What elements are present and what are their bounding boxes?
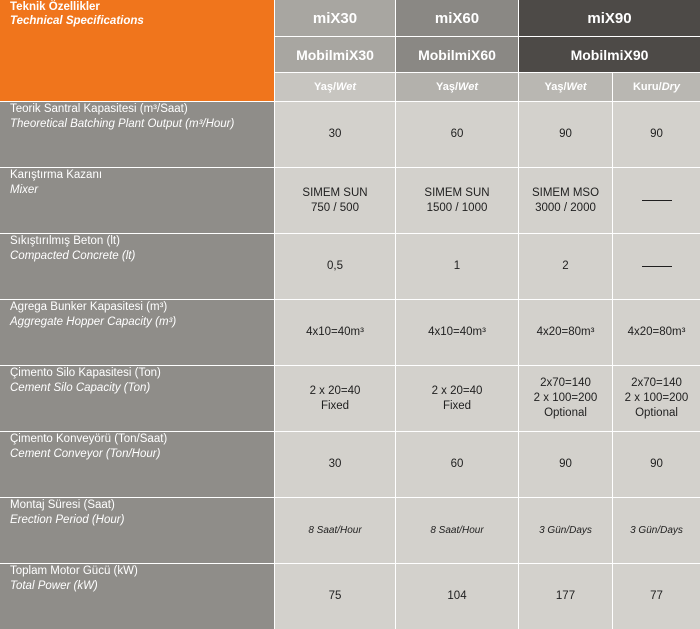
row-label-en: Mixer	[10, 184, 39, 196]
row-label-tr: Agrega Bunker Kapasitesi (m³)	[10, 301, 168, 313]
value-line: 30	[328, 128, 342, 140]
value-line: Optional	[635, 407, 678, 419]
value-line: 750 / 500	[311, 201, 359, 214]
value-line: SIMEM SUN	[302, 186, 368, 199]
value-line: 0,5	[327, 260, 343, 272]
value-cell	[395, 167, 518, 233]
value-line: 75	[328, 590, 342, 602]
value-line: 60	[450, 458, 464, 470]
model-mix30: miX30	[274, 0, 395, 36]
mode-dry-90	[612, 72, 700, 101]
value-cell	[612, 431, 700, 497]
value-line: 2 x 100=200	[624, 392, 689, 404]
value-line: Optional	[544, 407, 587, 419]
value-line: 4x10=40m³	[428, 326, 486, 338]
value-line: 3 Gün/Days	[630, 525, 683, 536]
value-cell	[518, 431, 612, 497]
value-line: 77	[650, 590, 663, 602]
row-label-plant-output	[0, 101, 274, 167]
value-cell	[612, 563, 700, 629]
row-label-tr: Çimento Silo Kapasitesi (Ton)	[10, 367, 161, 379]
value-line: SIMEM SUN	[424, 186, 490, 199]
row-label-total-power	[0, 563, 274, 629]
value-line: 30	[328, 458, 342, 470]
mode-en: Wet	[336, 81, 356, 93]
mode-en: Dry	[661, 81, 681, 93]
corner-title-en: Technical Specifications	[10, 15, 144, 27]
value-line: 2	[562, 260, 569, 272]
row-label-cement-silo	[0, 365, 274, 431]
value-line: 4x10=40m³	[306, 326, 364, 338]
value-cell	[612, 167, 700, 233]
value-line: SIMEM MSO	[531, 186, 600, 199]
row-label-cement-conveyor	[0, 431, 274, 497]
value-cell	[274, 563, 395, 629]
value-cell	[395, 233, 518, 299]
row-label-tr: Toplam Motor Gücü (kW)	[10, 565, 138, 577]
value-cell	[518, 563, 612, 629]
row-label-en: Aggregate Hopper Capacity (m³)	[10, 316, 177, 328]
value-line: Fixed	[320, 399, 350, 412]
mode-wet-60	[395, 72, 518, 101]
model-mix90: miX90	[518, 0, 700, 36]
value-cell	[518, 497, 612, 563]
value-cell	[274, 497, 395, 563]
value-line: 3000 / 2000	[535, 201, 596, 214]
value-cell	[274, 365, 395, 431]
model-mobilmix90: MobilmiX90	[518, 36, 700, 72]
value-cell	[612, 101, 700, 167]
mode-en: Wet	[458, 81, 478, 93]
value-cell	[612, 365, 700, 431]
value-line: 2 x 100=200	[533, 392, 598, 404]
value-cell	[612, 497, 700, 563]
value-cell	[395, 299, 518, 365]
row-label-tr: Çimento Konveyörü (Ton/Saat)	[10, 433, 168, 445]
mode-tr: Yaş	[544, 81, 564, 93]
row-label-en: Total Power (kW)	[10, 580, 98, 592]
mode-tr: Kuru	[632, 81, 659, 93]
row-label-tr: Sıkıştırılmış Beton (lt)	[10, 235, 120, 247]
value-line: 8 Saat/Hour	[308, 525, 362, 536]
mode-sep: /	[332, 81, 337, 93]
value-line: 90	[559, 458, 572, 470]
row-label-erection-period	[0, 497, 274, 563]
value-line: 2x70=140	[631, 377, 682, 389]
value-cell	[274, 101, 395, 167]
value-cell	[395, 431, 518, 497]
value-cell	[274, 233, 395, 299]
value-cell	[518, 365, 612, 431]
mode-en: Wet	[566, 81, 587, 93]
row-label-tr: Teorik Santral Kapasitesi (m³/Saat)	[10, 103, 188, 115]
value-cell	[395, 101, 518, 167]
value-cell	[518, 101, 612, 167]
value-line: 2x70=140	[540, 377, 591, 389]
row-label-tr: Montaj Süresi (Saat)	[10, 499, 115, 511]
value-line: 1	[453, 260, 461, 272]
mode-sep: /	[563, 81, 567, 93]
value-cell	[395, 497, 518, 563]
value-line: 4x20=80m³	[536, 326, 595, 338]
value-line: 177	[555, 590, 576, 602]
value-line: 4x20=80m³	[627, 326, 686, 338]
value-line: 2 x 20=40	[309, 384, 361, 397]
value-line: 3 Gün/Days	[539, 525, 592, 536]
value-line: 8 Saat/Hour	[430, 525, 484, 536]
mode-tr: Yaş	[436, 81, 455, 93]
value-cell	[395, 563, 518, 629]
row-label-aggregate-hopper	[0, 299, 274, 365]
corner-title-tr: Teknik Özellikler	[10, 1, 100, 13]
dash-mark	[642, 200, 672, 201]
row-label-compacted-concrete	[0, 233, 274, 299]
row-label-mixer	[0, 167, 274, 233]
mode-tr: Yaş	[314, 81, 333, 93]
mode-sep: /	[454, 81, 459, 93]
row-label-en: Compacted Concrete (lt)	[10, 250, 136, 262]
row-label-en: Erection Period (Hour)	[10, 514, 125, 526]
value-cell	[274, 299, 395, 365]
value-cell	[518, 233, 612, 299]
value-cell	[274, 431, 395, 497]
row-label-en: Theoretical Batching Plant Output (m³/Hour)	[10, 118, 235, 130]
value-line: 90	[559, 128, 572, 140]
value-line: 90	[650, 128, 663, 140]
value-line: 60	[450, 128, 464, 140]
value-cell	[395, 365, 518, 431]
value-cell	[518, 299, 612, 365]
value-line: 104	[447, 590, 467, 602]
value-line: 1500 / 1000	[426, 201, 488, 214]
row-label-tr: Karıştırma Kazanı	[10, 169, 103, 181]
value-cell	[612, 299, 700, 365]
mode-sep: /	[658, 81, 662, 93]
corner-header	[0, 0, 274, 101]
mode-wet-30	[274, 72, 395, 101]
row-label-en: Cement Conveyor (Ton/Hour)	[10, 448, 161, 460]
model-mix60: miX60	[395, 0, 518, 36]
mode-wet-90	[518, 72, 612, 101]
value-cell	[274, 167, 395, 233]
value-cell	[612, 233, 700, 299]
value-cell	[518, 167, 612, 233]
model-mobilmix60: MobilmiX60	[395, 36, 518, 72]
value-line: 90	[650, 458, 663, 470]
value-line: Fixed	[442, 399, 472, 412]
row-label-en: Cement Silo Capacity (Ton)	[10, 382, 151, 394]
value-line: 2 x 20=40	[431, 384, 483, 397]
dash-mark	[642, 266, 672, 267]
model-mobilmix30: MobilmiX30	[274, 36, 395, 72]
